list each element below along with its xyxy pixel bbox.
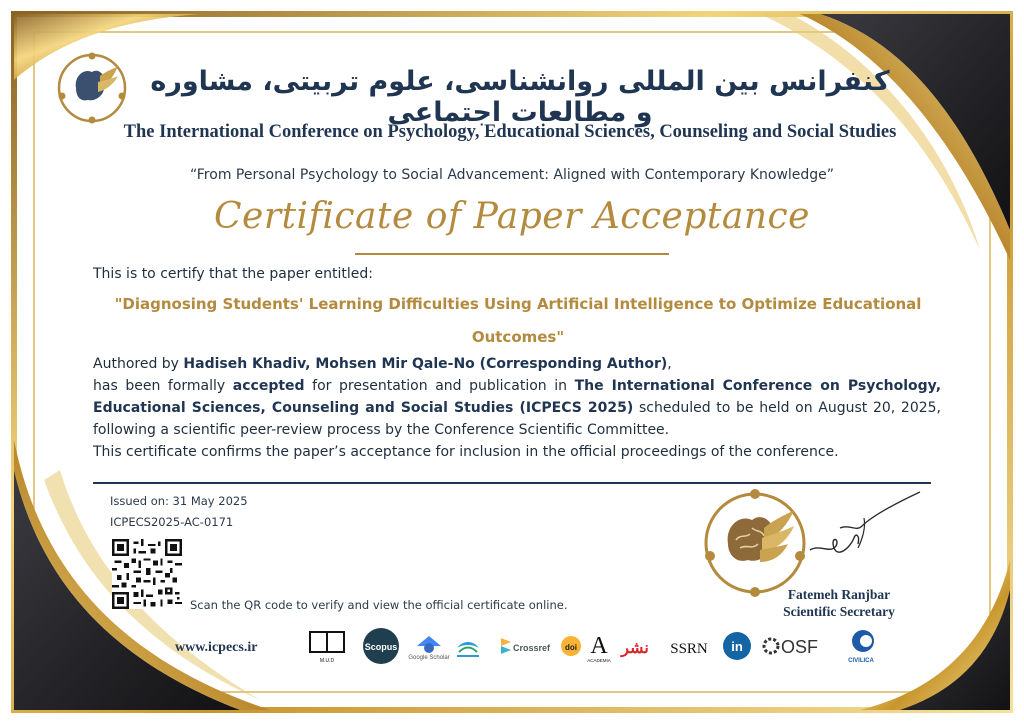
crossref-icon	[501, 638, 551, 654]
academia-letter: A	[590, 633, 608, 659]
doi-label: doi	[565, 643, 577, 652]
persian-publisher-icon	[620, 640, 649, 658]
conference-motto: “From Personal Psychology to Social Advancement: Aligned with Contemporary Knowledge”	[189, 167, 835, 183]
certificate-id: ICPECS2025-AC-0171	[110, 515, 234, 529]
acceptance-statement: has been formally accepted for presentation and publication in The International Conference on Psychology, Educational Sciences, Counseling and Social Studies (ICPECS 2025) scheduled to be held on August 20, 2025, following a scientific peer-review process by the Conference Scientific Committee.	[93, 378, 942, 438]
osf-label: OSF	[781, 637, 819, 657]
crossref-label: Crossref	[513, 643, 551, 653]
academia-icon	[587, 633, 611, 663]
title-underline	[355, 253, 669, 255]
website-link[interactable]: www.icpecs.ir	[175, 640, 258, 655]
qr-scan-note: Scan the QR code to verify and view the official certificate online.	[190, 598, 568, 612]
closing-statement: This certificate confirms the paper’s acceptance for inclusion in the official proceedings of the conference.	[93, 444, 839, 460]
linkedin-icon	[723, 632, 751, 660]
civilica-label: CIVILICA	[848, 658, 874, 664]
indexing-logos	[305, 626, 885, 666]
certify-intro: This is to certify that the paper entitled:	[93, 266, 373, 282]
persian-conference-title: کنفرانس بین المللی روانشناسی، علوم تربیتی، مشاوره و مطالعات اجتماعی	[150, 66, 890, 128]
publisher-icon	[457, 642, 479, 657]
accepted-word: accepted	[232, 378, 305, 394]
academia-label: ACADEMIA	[587, 658, 611, 663]
ssrn-label: SSRN	[670, 641, 708, 657]
scopus-icon	[363, 628, 399, 664]
mud-book-icon	[310, 632, 344, 664]
signer-block	[748, 586, 930, 620]
conference-name: The International Conference on Psychology, Educational Sciences, Counseling and Social Studies (ICPECS 2025)	[93, 378, 942, 416]
certificate-body	[93, 353, 941, 463]
mud-label: M.U.D	[319, 658, 335, 664]
conference-logo	[56, 52, 128, 124]
doi-icon	[561, 636, 581, 656]
signer-name: Fatemeh Ranjbar	[787, 587, 891, 602]
linkedin-label: in	[731, 639, 743, 654]
google-scholar-label: Google Scholar	[408, 655, 450, 661]
authors: Hadiseh Khadiv, Mohsen Mir Qale-No (Corresponding Author)	[183, 356, 668, 372]
verification-qr-code[interactable]	[112, 539, 182, 609]
english-conference-title: The International Conference on Psychology, Educational Sciences, Counseling and Social Studies	[123, 122, 897, 142]
issued-date: Issued on: 31 May 2025	[110, 494, 248, 508]
ssrn-icon	[670, 641, 708, 657]
persian-publisher-label: نشر	[621, 640, 649, 657]
signature	[800, 488, 930, 568]
conference-seal	[700, 488, 810, 598]
scopus-label: Scopus	[364, 642, 398, 652]
divider-line	[93, 482, 931, 484]
osf-icon	[764, 637, 818, 657]
certificate-title: Certificate of Paper Acceptance	[214, 196, 810, 237]
google-scholar-icon	[408, 636, 449, 661]
signer-role: Scientific Secretary	[783, 604, 895, 619]
authors-line: Authored by Hadiseh Khadiv, Mohsen Mir Qale-No (Corresponding Author),	[93, 356, 672, 372]
paper-title: "Diagnosing Students' Learning Difficulties Using Artificial Intelligence to Optimize Educational Outcomes"	[114, 295, 922, 346]
civilica-icon	[848, 630, 874, 664]
